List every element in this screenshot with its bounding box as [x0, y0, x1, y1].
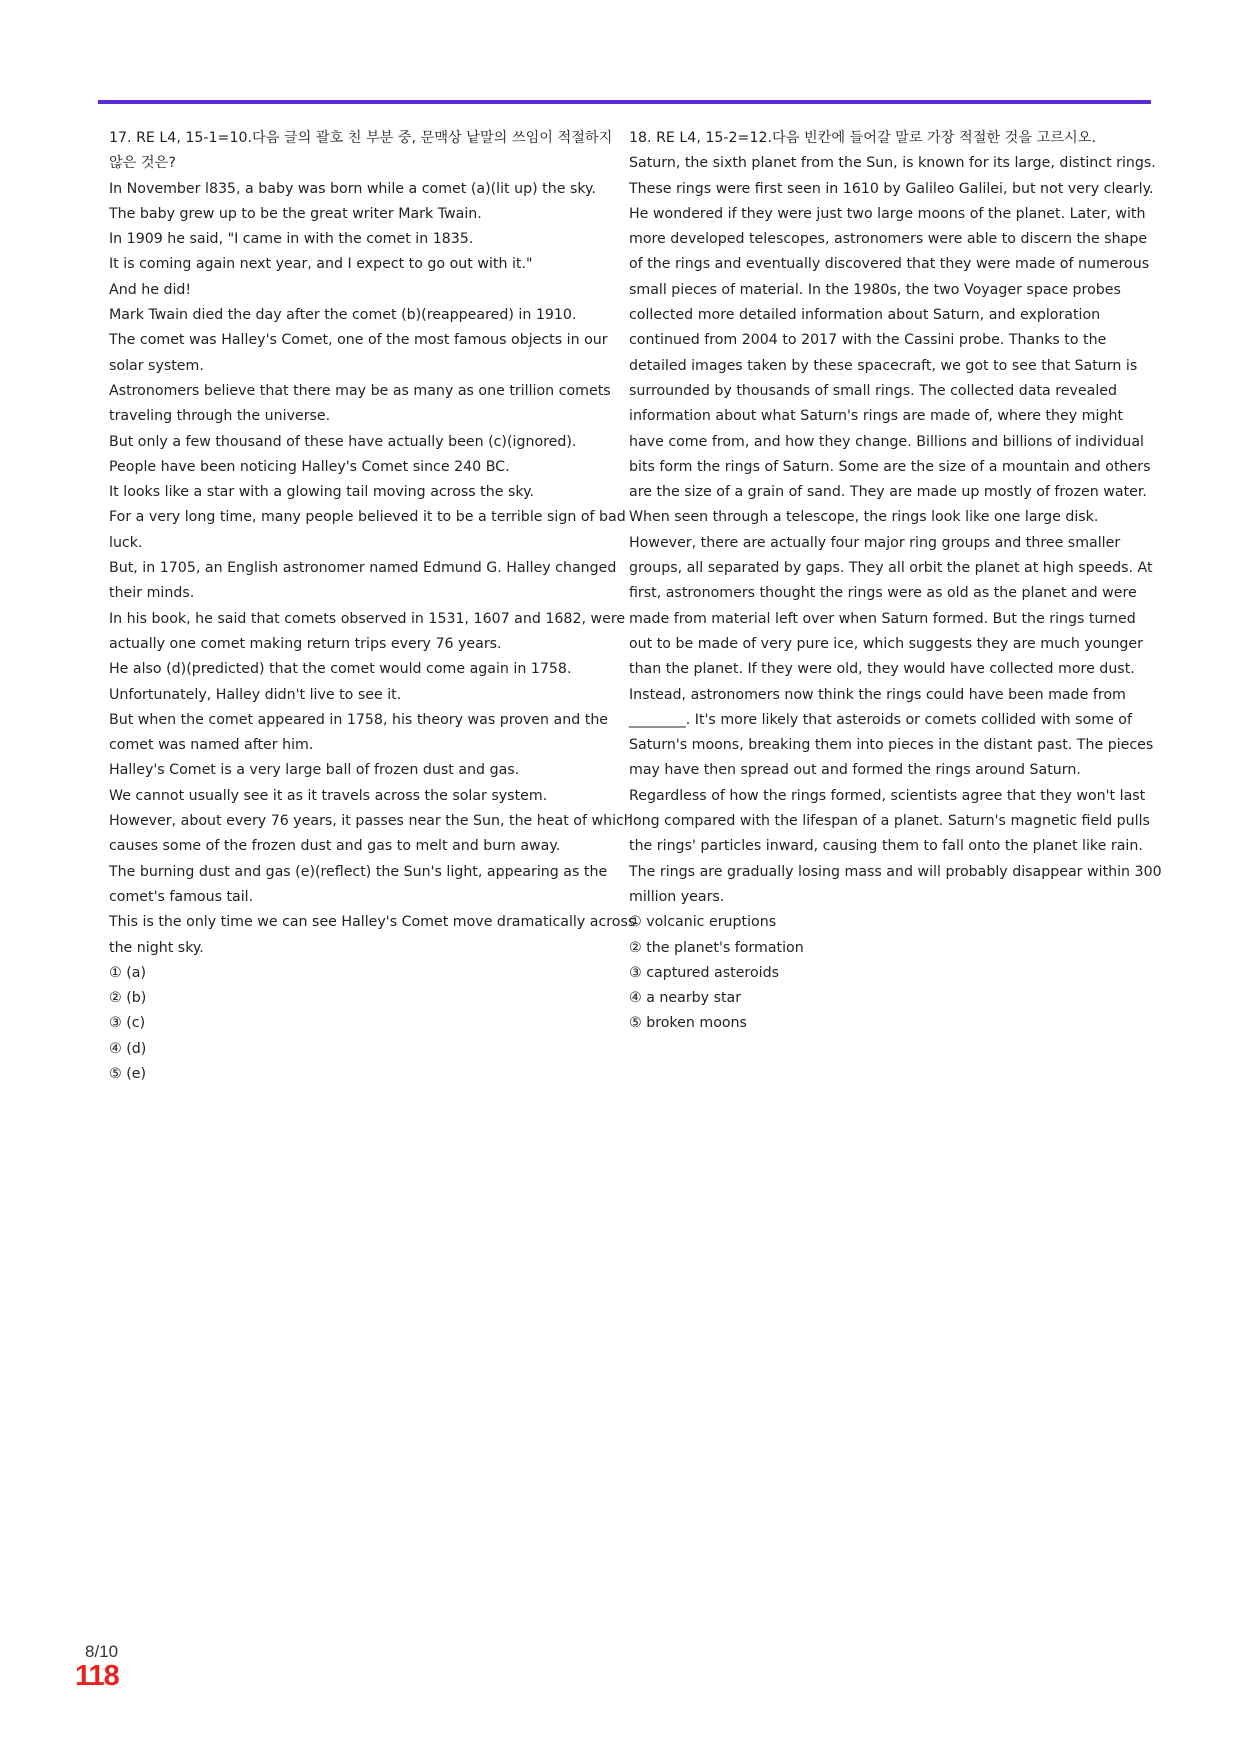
q17-options: [109, 961, 607, 1087]
passage-line: first, astronomers thought the rings were as old as the planet and were: [629, 585, 1137, 602]
passage-line: more developed telescopes, astronomers were able to discern the shape: [629, 231, 1148, 248]
passage-line: out to be made of very pure ice, which suggests they are much younger: [629, 635, 1143, 652]
passage-line: In 1909 he said, "I came in with the comet in 1835.: [109, 231, 474, 248]
passage-line: have come from, and how they change. Billions and billions of individual: [629, 433, 1144, 450]
passage-line: For a very long time, many people believed it to be a terrible sign of bad: [109, 509, 626, 526]
passage-line: He also (d)(predicted) that the comet would come again in 1758.: [109, 661, 572, 678]
passage-line: Saturn, the sixth planet from the Sun, is known for its large, distinct rings.: [629, 155, 1156, 172]
answer-option: ⑤ broken moons: [629, 1015, 747, 1032]
q18-options: [629, 910, 1139, 1036]
passage-line: million years.: [629, 888, 725, 905]
passage-line: In November l835, a baby was born while a comet (a)(lit up) the sky.: [109, 180, 596, 197]
passage-line: Mark Twain died the day after the comet (b)(reappeared) in 1910.: [109, 307, 577, 324]
question-line: 17. RE L4, 15-1=10.다음 글의 괄호 친 부분 중, 문맥상 낱말의 쓰임이 적절하지: [109, 130, 613, 146]
passage-line: made from material left over when Saturn formed. But the rings turned: [629, 610, 1136, 627]
passage-line: And he did!: [109, 281, 192, 298]
q18-passage: [629, 151, 1162, 910]
passage-line: than the planet. If they were old, they would have collected more dust.: [629, 661, 1135, 678]
answer-option: ② the planet's formation: [629, 939, 804, 956]
answer-option: ③ (c): [109, 1015, 146, 1032]
passage-line: Instead, astronomers now think the rings could have been made from: [629, 686, 1126, 703]
question-line: 18. RE L4, 15-2=12.다음 빈칸에 들어갈 말로 가장 적절한 것을 고르시오.: [629, 130, 1096, 146]
passage-line: groups, all separated by gaps. They all orbit the planet at high speeds. At: [629, 560, 1153, 577]
passage-line: The comet was Halley's Comet, one of the most famous objects in our: [109, 332, 608, 349]
passage-line: However, about every 76 years, it passes near the Sun, the heat of which: [109, 813, 633, 830]
answer-option: ① volcanic eruptions: [629, 914, 777, 931]
answer-option: ② (b): [109, 990, 147, 1007]
passage-line: Regardless of how the rings formed, scientists agree that they won't last: [629, 787, 1146, 804]
passage-line: Saturn's moons, breaking them into pieces in the distant past. The pieces: [629, 737, 1154, 754]
answer-option: ③ captured asteroids: [629, 964, 779, 981]
passage-line: are the size of a grain of sand. They are made up mostly of frozen water.: [629, 484, 1147, 501]
page-number: 118: [75, 1660, 119, 1692]
passage-line: But when the comet appeared in 1758, his theory was proven and the: [109, 711, 609, 728]
passage-line: He wondered if they were just two large moons of the planet. Later, with: [629, 205, 1146, 222]
passage-line: ________. It's more likely that asteroids or comets collided with some of: [629, 711, 1132, 728]
q17-passage: [109, 177, 636, 961]
passage-line: traveling through the universe.: [109, 408, 331, 425]
passage-line: But, in 1705, an English astronomer named Edmund G. Halley changed: [109, 560, 617, 577]
passage-line: We cannot usually see it as it travels across the solar system.: [109, 787, 548, 804]
passage-line: But only a few thousand of these have actually been (c)(ignored).: [109, 433, 577, 450]
passage-line: information about what Saturn's rings are made of, where they might: [629, 408, 1124, 425]
passage-line: collected more detailed information about Saturn, and exploration: [629, 307, 1101, 324]
passage-line: comet's famous tail.: [109, 888, 254, 905]
passage-line: detailed images taken by these spacecraft, we got to see that Saturn is: [629, 357, 1138, 374]
question-line: 않은 것은?: [109, 155, 176, 172]
q17-question: [109, 126, 613, 177]
answer-option: ① (a): [109, 964, 146, 981]
passage-line: This is the only time we can see Halley's Comet move dramatically across: [109, 914, 636, 931]
page-fraction: 8/10: [85, 1642, 119, 1661]
question-17: [109, 126, 636, 1087]
passage-line: continued from 2004 to 2017 with the Cassini probe. Thanks to the: [629, 332, 1107, 349]
passage-line: Halley's Comet is a very large ball of frozen dust and gas.: [109, 762, 520, 779]
passage-line: their minds.: [109, 585, 195, 602]
passage-line: Unfortunately, Halley didn't live to see it.: [109, 686, 402, 703]
passage-line: the night sky.: [109, 939, 204, 956]
passage-line: of the rings and eventually discovered that they were made of numerous: [629, 256, 1150, 273]
passage-line: In his book, he said that comets observed in 1531, 1607 and 1682, were: [109, 610, 626, 627]
answer-option: ④ (d): [109, 1040, 147, 1057]
top-rule: [98, 100, 1151, 104]
passage-line: comet was named after him.: [109, 737, 314, 754]
answer-option: ④ a nearby star: [629, 990, 742, 1007]
passage-line: long compared with the lifespan of a planet. Saturn's magnetic field pulls: [629, 813, 1150, 830]
passage-line: bits form the rings of Saturn. Some are the size of a mountain and others: [629, 458, 1151, 475]
passage-line: It looks like a star with a glowing tail moving across the sky.: [109, 484, 534, 501]
passage-line: The rings are gradually losing mass and will probably disappear within 300: [629, 863, 1162, 880]
passage-line: Astronomers believe that there may be as many as one trillion comets: [109, 382, 611, 399]
q18-question: [629, 126, 1139, 151]
passage-line: It is coming again next year, and I expect to go out with it.": [109, 256, 533, 273]
passage-line: However, there are actually four major ring groups and three smaller: [629, 534, 1121, 551]
passage-line: When seen through a telescope, the rings look like one large disk.: [629, 509, 1099, 526]
passage-line: small pieces of material. In the 1980s, the two Voyager space probes: [629, 281, 1121, 298]
question-18: [629, 126, 1162, 1037]
answer-option: ⑤ (e): [109, 1065, 147, 1082]
passage-line: solar system.: [109, 357, 204, 374]
passage-line: the rings' particles inward, causing them to fall onto the planet like rain.: [629, 838, 1143, 855]
passage-line: luck.: [109, 534, 143, 551]
passage-line: surrounded by thousands of small rings. The collected data revealed: [629, 382, 1117, 399]
passage-line: The burning dust and gas (e)(reflect) the Sun's light, appearing as the: [109, 863, 608, 880]
passage-line: The baby grew up to be the great writer Mark Twain.: [109, 205, 482, 222]
passage-line: actually one comet making return trips every 76 years.: [109, 635, 502, 652]
passage-line: People have been noticing Halley's Comet since 240 BC.: [109, 458, 510, 475]
passage-line: may have then spread out and formed the rings around Saturn.: [629, 762, 1081, 779]
passage-line: These rings were first seen in 1610 by Galileo Galilei, but not very clearly.: [629, 180, 1154, 197]
passage-line: causes some of the frozen dust and gas to melt and burn away.: [109, 838, 561, 855]
